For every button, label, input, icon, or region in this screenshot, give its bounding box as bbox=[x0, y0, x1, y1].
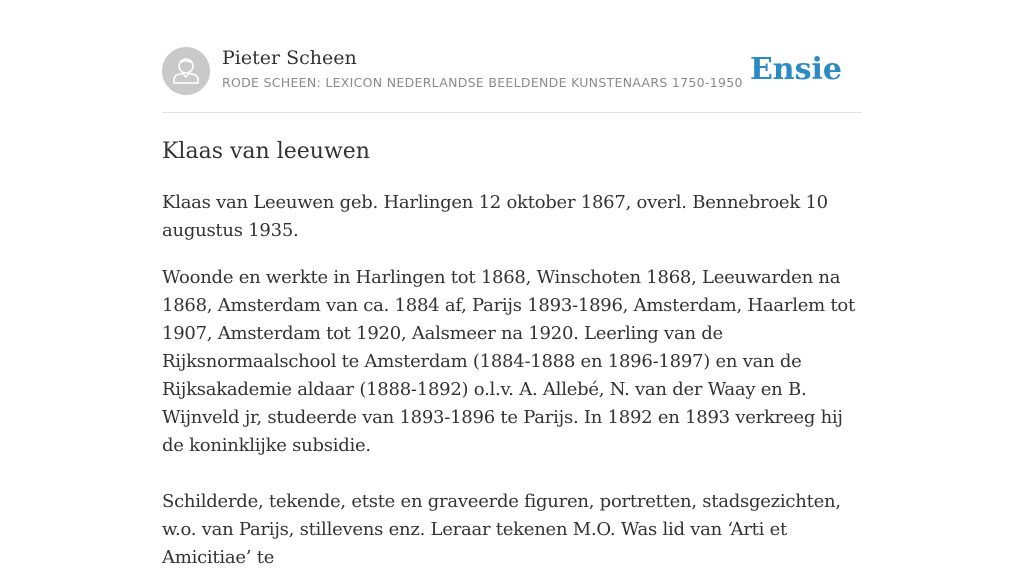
author-avatar[interactable] bbox=[162, 47, 210, 95]
article-body bbox=[162, 189, 862, 572]
ensie-logo[interactable]: Ensie bbox=[749, 52, 842, 87]
user-icon bbox=[162, 47, 210, 95]
author-header bbox=[162, 0, 862, 113]
article-paragraph: Schilderde, tekende, etste en graveerde figuren, portretten, stadsgezichten, w.o. van Parijs, stillevens enz. Leraar tekenen M.O. Was lid van ‘Arti et Amicitiae’ te bbox=[162, 491, 841, 568]
content-container bbox=[162, 0, 862, 568]
article-title: Klaas van leeuwen bbox=[162, 139, 370, 164]
source-title[interactable]: RODE SCHEEN: LEXICON NEDERLANDSE BEELDENDE KUNSTENAARS 1750-1950 bbox=[222, 75, 743, 90]
author-name[interactable]: Pieter Scheen bbox=[222, 47, 357, 69]
article-paragraph: Woonde en werkte in Harlingen tot 1868, Winschoten 1868, Leeuwarden na 1868, Amsterdam van ca. 1884 af, Parijs 1893-1896, Amsterdam, Haarlem tot 1907, Amsterdam tot 1920, Aalsmeer na 1920. Leerling van de Rijksnormaalschool te Amsterdam (1884-1888 en 1896-1897) en van de Rijksakademie aldaar (1888-1892) o.l.v. A. Allebé, N. van der Waay en B. Wijnveld jr, studeerde van 1893-1896 te Parijs. In 1892 en 1893 verkreeg hij de koninklijke subsidie. bbox=[162, 267, 855, 456]
article-paragraph: Klaas van Leeuwen geb. Harlingen 12 oktober 1867, overl. Bennebroek 10 augustus 1935. bbox=[162, 192, 828, 241]
